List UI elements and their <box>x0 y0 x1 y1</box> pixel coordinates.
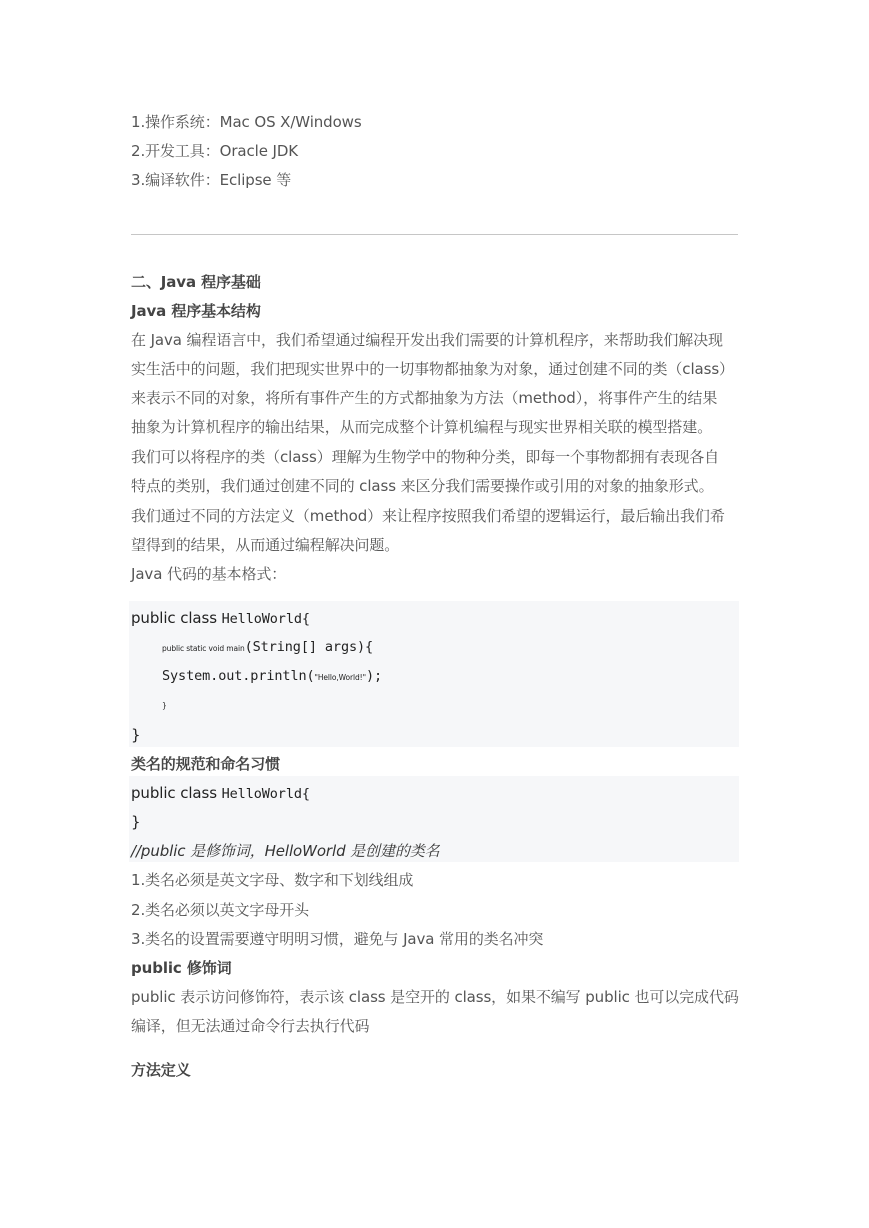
naming-heading: 类名的规范和命名习惯 <box>131 755 281 773</box>
code-line: } <box>131 813 141 831</box>
code-line: } <box>162 701 167 710</box>
env-item-jdk: 2.开发工具：Oracle JDK <box>131 142 298 160</box>
horizontal-rule <box>131 234 738 235</box>
code-identifier: HelloWorld{ <box>221 786 310 802</box>
public-heading: public 修饰词 <box>131 959 232 977</box>
public-description-line: public 表示访问修饰符，表示该 class 是空开的 class，如果不编写 public 也可以完成代码 <box>131 988 739 1006</box>
paragraph-line: 我们通过不同的方法定义（method）来让程序按照我们希望的逻辑运行，最后输出我们希 <box>131 507 725 525</box>
code-identifier: HelloWorld{ <box>221 611 310 627</box>
code-line <box>131 662 769 692</box>
code-line: } <box>131 726 141 744</box>
paragraph-line: 望得到的结果，从而通过编程解决问题。 <box>131 536 400 554</box>
env-item-ide: 3.编译软件：Eclipse 等 <box>131 171 292 189</box>
naming-rule: 1.类名必须是英文字母、数字和下划线组成 <box>131 871 414 889</box>
code-string: "Hello,World!" <box>314 673 366 682</box>
public-description-line: 编译，但无法通过命令行去执行代码 <box>131 1017 370 1035</box>
naming-rule: 2.类名必须以英文字母开头 <box>131 901 310 919</box>
code-keyword: public class <box>131 784 222 802</box>
paragraph-line: 实生活中的问题，我们把现实世界中的一切事物都抽象为对象，通过创建不同的类（class） <box>131 360 734 378</box>
section-heading: 二、Java 程序基础 <box>131 273 261 291</box>
env-item-os: 1.操作系统：Mac OS X/Windows <box>131 113 362 131</box>
code-comment: //public 是修饰词，HelloWorld 是创建的类名 <box>131 842 440 860</box>
code-line <box>131 604 738 634</box>
code-line <box>131 633 769 663</box>
code-line <box>131 779 738 809</box>
code-keyword: public static void main <box>162 644 245 653</box>
paragraph-line: 我们可以将程序的类（class）理解为生物学中的物种分类，即每一个事物都拥有表现各自 <box>131 448 720 466</box>
code-format-label: Java 代码的基本格式： <box>131 565 287 583</box>
paragraph-line: 抽象为计算机程序的输出结果，从而完成整个计算机编程与现实世界相关联的模型搭建。 <box>131 418 713 436</box>
method-heading: 方法定义 <box>131 1061 191 1079</box>
subheading-structure: Java 程序基本结构 <box>131 302 261 320</box>
paragraph-line: 来表示不同的对象，将所有事件产生的方式都抽象为方法（method），将事件产生的结果 <box>131 389 718 407</box>
code-identifier: ); <box>365 668 382 684</box>
code-identifier: (String[] args){ <box>244 639 374 655</box>
code-identifier: System.out.println( <box>162 668 315 684</box>
code-keyword: public class <box>131 609 222 627</box>
paragraph-line: 在 Java 编程语言中，我们希望通过编程开发出我们需要的计算机程序，来帮助我们解决现 <box>131 331 723 349</box>
paragraph-line: 特点的类别，我们通过创建不同的 class 来区分我们需要操作或引用的对象的抽象形式。 <box>131 477 714 495</box>
naming-rule: 3.类名的设置需要遵守明明习惯，避免与 Java 常用的类名冲突 <box>131 930 544 948</box>
